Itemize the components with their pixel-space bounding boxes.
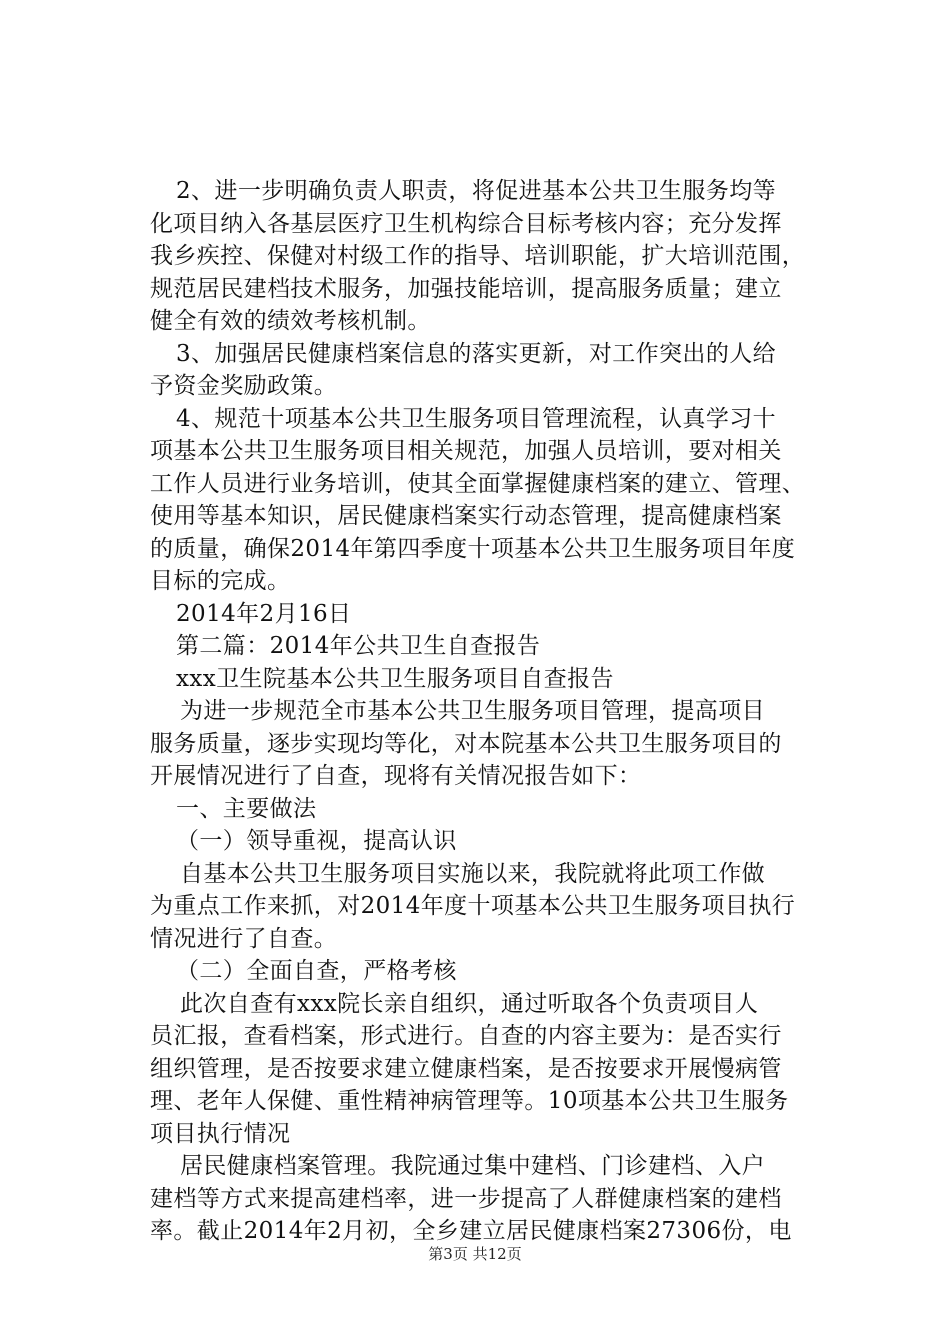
text-line: 工作人员进行业务培训，使其全面掌握健康档案的建立、管理、: [150, 470, 806, 497]
text-line: 为进一步规范全市基本公共卫生服务项目管理，提高项目: [180, 698, 765, 724]
text-line: 此次自查有xxx院长亲自组织，通过听取各个负责项目人: [180, 990, 759, 1017]
section-heading: 第二篇：2014年公共卫生自查报告: [176, 633, 541, 659]
text-line: 组织管理，是否按要求建立健康档案，是否按要求开展慢病管: [150, 1055, 782, 1082]
document-body: [150, 175, 840, 1248]
text-line: 规范居民建档技术服务，加强技能培训，提高服务质量；建立: [150, 275, 782, 302]
report-title: xxx卫生院基本公共卫生服务项目自查报告: [176, 665, 614, 692]
text-line: 我乡疾控、保健对村级工作的指导、培训职能，扩大培训范围，: [150, 243, 806, 269]
text-line: 化项目纳入各基层医疗卫生机构综合目标考核内容；充分发挥: [150, 210, 782, 237]
text-line: 服务质量，逐步实现均等化，对本院基本公共卫生服务项目的: [150, 730, 782, 757]
page-number: 第3页 共12页: [428, 1245, 522, 1263]
text-line: 使用等基本知识，居民健康档案实行动态管理，提高健康档案: [150, 503, 782, 529]
subsection-heading: （一）领导重视，提高认识: [176, 828, 457, 854]
page-footer: [0, 1245, 950, 1263]
text-line: 4、规范十项基本公共卫生服务项目管理流程，认真学习十: [176, 405, 777, 432]
text-line: 项基本公共卫生服务项目相关规范，加强人员培训，要对相关: [150, 438, 782, 464]
text-line: 项目执行情况: [150, 1120, 291, 1147]
text-line: 居民健康档案管理。我院通过集中建档、门诊建档、入户: [180, 1153, 765, 1179]
text-line: 2、进一步明确负责人职责，将促进基本公共卫生服务均等: [176, 178, 777, 204]
text-line: 自基本公共卫生服务项目实施以来，我院就将此项工作做: [180, 860, 765, 887]
text-line: 的质量，确保2014年第四季度十项基本公共卫生服务项目年度: [150, 535, 796, 562]
text-line: 员汇报，查看档案，形式进行。自查的内容主要为：是否实行: [150, 1023, 782, 1049]
text-line: 开展情况进行了自查，现将有关情况报告如下：: [150, 763, 642, 789]
section-heading: 一、主要做法: [176, 795, 317, 822]
text-line: 健全有效的绩效考核机制。: [150, 308, 431, 334]
text-line: 情况进行了自查。: [150, 925, 338, 952]
text-line: 建档等方式来提高建档率，进一步提高了人群健康档案的建档: [150, 1185, 782, 1212]
text-line: 3、加强居民健康档案信息的落实更新，对工作突出的人给: [176, 340, 777, 367]
text-line: 目标的完成。: [150, 568, 291, 594]
text-line: 理、老年人保健、重性精神病管理等。10项基本公共卫生服务: [150, 1088, 789, 1114]
text-line: 为重点工作来抓，对2014年度十项基本公共卫生服务项目执行: [150, 893, 796, 919]
subsection-heading: （二）全面自查，严格考核: [176, 958, 457, 984]
document-date: 2014年2月16日: [176, 600, 352, 627]
text-line: 率。截止2014年2月初，全乡建立居民健康档案27306份，电: [150, 1218, 792, 1244]
text-line: 予资金奖励政策。: [150, 373, 338, 399]
